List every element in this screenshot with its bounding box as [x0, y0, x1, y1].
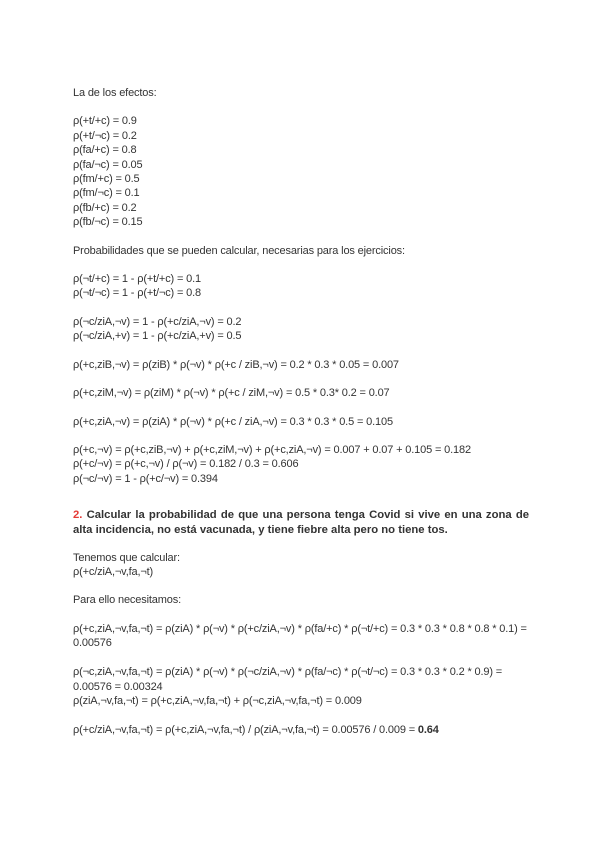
- need-expression: ρ(+c/ziA,¬v,fa,¬t): [73, 565, 154, 578]
- marginal-formula: ρ(ziA,¬v,fa,¬t) = ρ(+c,ziA,¬v,fa,¬t) + ρ(¬c,ziA,¬v,fa,¬t) = 0.009: [73, 695, 362, 708]
- final-result: 0.64: [417, 723, 439, 736]
- exercise-number: 2.: [73, 509, 83, 522]
- calc-zib-line: ρ(+c,ziB,¬v) = ρ(ziB) * ρ(¬v) * ρ(+c / ziB,¬v) = 0.2 * 0.3 * 0.05 = 0.007: [73, 358, 399, 371]
- effect-line: ρ(fa/+c) = 0.8: [73, 144, 137, 157]
- effect-line: ρ(+t/¬c) = 0.2: [73, 129, 137, 142]
- calc-c-line: ρ(¬c/ziA,+v) = 1 - ρ(+c/ziA,+v) = 0.5: [73, 330, 242, 343]
- calc-sum-line: ρ(+c,¬v) = ρ(+c,ziB,¬v) + ρ(+c,ziM,¬v) + ρ(+c,ziA,¬v) = 0.007 + 0.07 + 0.105 = 0.182: [73, 443, 471, 456]
- final-formula: [73, 723, 533, 737]
- effect-line: ρ(+t/+c) = 0.9: [73, 115, 137, 128]
- joint-positive-formula: ρ(+c,ziA,¬v,fa,¬t) = ρ(ziA) * ρ(¬v) * ρ(+c/ziA,¬v) * ρ(fa/+c) * ρ(¬t/+c) = 0.3 * 0.3 * 0.8 * 0.8 * 0.1) = 0.00576: [73, 622, 527, 650]
- document-content: [73, 86, 533, 737]
- effect-line: ρ(fb/+c) = 0.2: [73, 201, 137, 214]
- exercise-heading: [73, 508, 529, 538]
- calc-zia-line: ρ(+c,ziA,¬v) = ρ(ziA) * ρ(¬v) * ρ(+c / ziA,¬v) = 0.3 * 0.3 * 0.5 = 0.105: [73, 415, 393, 428]
- calc-sum-line: ρ(¬c/¬v) = 1 - ρ(+c/¬v) = 0.394: [73, 472, 218, 485]
- calc-c-line: ρ(¬c/ziA,¬v) = 1 - ρ(+c/ziA,¬v) = 0.2: [73, 315, 242, 328]
- joint-negative-formula: ρ(¬c,ziA,¬v,fa,¬t) = ρ(ziA) * ρ(¬v) * ρ(¬c/ziA,¬v) * ρ(fa/¬c) * ρ(¬t/¬c) = 0.3 * 0.3 * 0.2 * 0.9) = 0.00576 = 0.00324: [73, 665, 503, 693]
- calc-title: Probabilidades que se pueden calcular, necesarias para los ejercicios:: [73, 244, 405, 257]
- exercise-statement: Calcular la probabilidad de que una persona tenga Covid si vive en una zona de alta incidencia, no está vacunada, y tiene fiebre alta pero no tiene tos.: [73, 509, 530, 537]
- final-expression: ρ(+c/ziA,¬v,fa,¬t) = ρ(+c,ziA,¬v,fa,¬t) / ρ(ziA,¬v,fa,¬t) = 0.00576 / 0.009 =: [73, 723, 418, 736]
- need-title: Tenemos que calcular:: [73, 551, 180, 564]
- calc-t-line: ρ(¬t/+c) = 1 - ρ(+t/+c) = 0.1: [73, 273, 201, 286]
- effect-line: ρ(fa/¬c) = 0.05: [73, 158, 143, 171]
- calc-sum-line: ρ(+c/¬v) = ρ(+c,¬v) / ρ(¬v) = 0.182 / 0.3 = 0.606: [73, 458, 299, 471]
- calc-t-line: ρ(¬t/¬c) = 1 - ρ(+t/¬c) = 0.8: [73, 287, 201, 300]
- effect-line: ρ(fb/¬c) = 0.15: [73, 216, 143, 229]
- calc-zim-line: ρ(+c,ziM,¬v) = ρ(ziM) * ρ(¬v) * ρ(+c / ziM,¬v) = 0.5 * 0.3* 0.2 = 0.07: [73, 387, 390, 400]
- para-ello-label: Para ello necesitamos:: [73, 594, 181, 607]
- effect-line: ρ(fm/+c) = 0.5: [73, 173, 140, 186]
- effects-title: La de los efectos:: [73, 87, 157, 99]
- effect-line: ρ(fm/¬c) = 0.1: [73, 187, 140, 200]
